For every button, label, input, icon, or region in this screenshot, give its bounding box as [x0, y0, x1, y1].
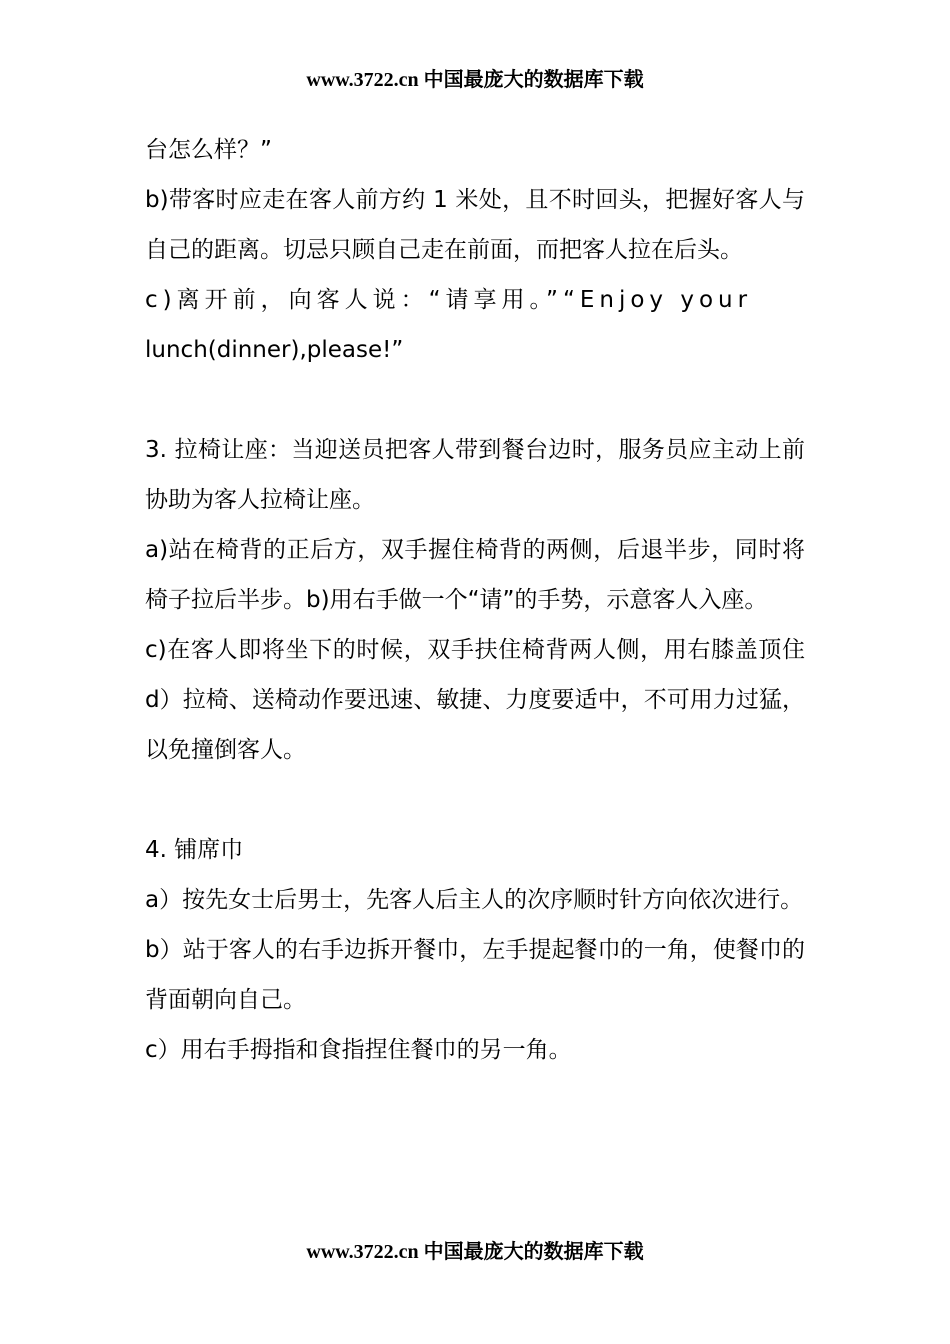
- paragraph-4a: a）按先女士后男士，先客人后主人的次序顺时针方向依次进行。: [145, 887, 804, 913]
- paragraph-4b: b）站于客人的右手边拆开餐巾，左手提起餐巾的一角，使餐巾的背面朝向自己。: [145, 937, 805, 1013]
- paragraph-3c: c)在客人即将坐下的时候，双手扶住椅背两人侧，用右膝盖顶住 d）拉椅、送椅动作要迅速、敏捷、力度要适中，不可用力过猛，以免撞倒客人。: [145, 637, 805, 763]
- document-body: [145, 125, 805, 1075]
- paragraph-2c-continued: lunch(dinner),please!”: [145, 337, 404, 363]
- section-4-heading: 4. 铺席巾: [145, 837, 244, 863]
- paragraph-2b: b)带客时应走在客人前方约 1 米处，且不时回头，把握好客人与自己的距离。切忌只顾自己走在前面，而把客人拉在后头。: [145, 187, 805, 263]
- paragraph-4c: c）用右手拇指和食指捏住餐巾的另一角。: [145, 1037, 572, 1063]
- page-footer: www.3722.cn 中国最庞大的数据库下载: [306, 1241, 644, 1263]
- paragraph-2c: c)离开前，向客人说：“请享用。”“Enjoy your: [145, 287, 753, 313]
- section-3-heading: 3. 拉椅让座：当迎送员把客人带到餐台边时，服务员应主动上前协助为客人拉椅让座。: [145, 437, 805, 513]
- blank-line: [145, 375, 805, 425]
- blank-line: [145, 775, 805, 825]
- paragraph-continuation: 台怎么样？”: [145, 137, 272, 163]
- paragraph-3a: a)站在椅背的正后方，双手握住椅背的两侧，后退半步，同时将椅子拉后半步。b)用右手做一个“请”的手势，示意客人入座。: [145, 537, 805, 613]
- page-header: www.3722.cn 中国最庞大的数据库下载: [306, 69, 644, 91]
